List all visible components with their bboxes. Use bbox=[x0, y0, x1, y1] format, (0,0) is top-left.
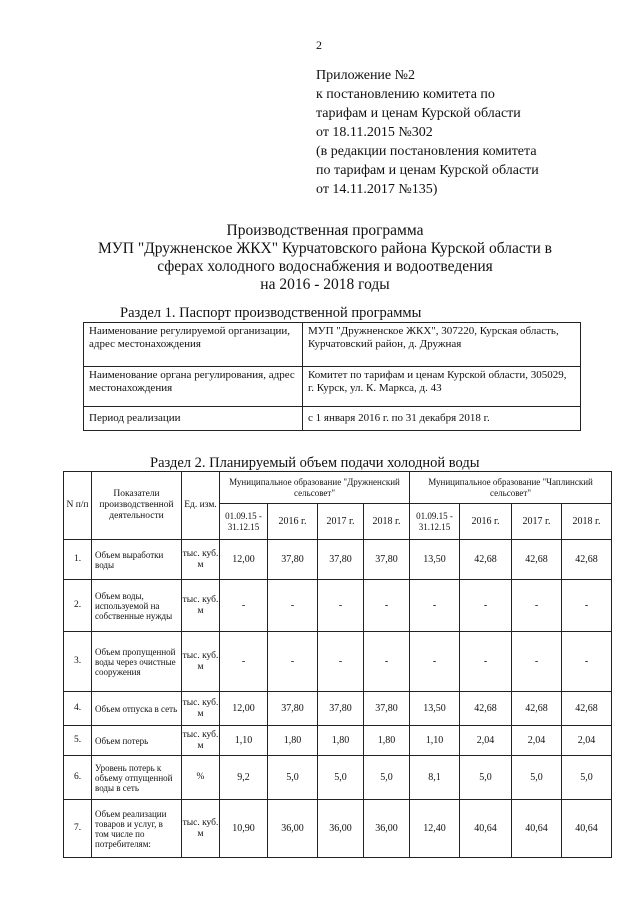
col-header-unit: Ед. изм. bbox=[182, 472, 220, 540]
col-header-indicator: Показатели производственной деятельности bbox=[92, 472, 182, 540]
col-header-period: 2018 г. bbox=[562, 504, 612, 540]
row-value: 1,10 bbox=[410, 726, 460, 756]
row-value: 37,80 bbox=[318, 540, 364, 580]
section2-heading: Раздел 2. Планируемый объем подачи холодной воды bbox=[150, 455, 480, 471]
row-number: 3. bbox=[64, 632, 92, 692]
row-number: 4. bbox=[64, 692, 92, 726]
col-header-period: 2018 г. bbox=[364, 504, 410, 540]
col-header-period: 2016 г. bbox=[268, 504, 318, 540]
appendix-line: Приложение №2 bbox=[316, 68, 415, 83]
row-indicator: Уровень потерь к объему отпущенной воды в сеть bbox=[92, 756, 182, 800]
row-value: 36,00 bbox=[318, 800, 364, 858]
row-indicator: Объем пропущенной воды через очистные сооружения bbox=[92, 632, 182, 692]
passport-label: Наименование органа регулирования, адрес местонахождения bbox=[84, 367, 303, 407]
title-line: МУП "Дружненское ЖКХ" Курчатовского района Курской области в bbox=[98, 240, 552, 257]
row-unit: % bbox=[182, 756, 220, 800]
row-value: - bbox=[562, 580, 612, 632]
col-header-muni-druzhnensky: Муниципальное образование "Дружненский сельсовет" bbox=[220, 472, 410, 504]
row-value: 12,40 bbox=[410, 800, 460, 858]
row-value: - bbox=[512, 632, 562, 692]
row-value: - bbox=[268, 632, 318, 692]
row-value: 12,00 bbox=[220, 692, 268, 726]
row-unit: тыс. куб. м bbox=[182, 632, 220, 692]
row-value: 13,50 bbox=[410, 692, 460, 726]
row-value: - bbox=[220, 580, 268, 632]
row-value: - bbox=[562, 632, 612, 692]
row-number: 6. bbox=[64, 756, 92, 800]
row-value: 1,80 bbox=[364, 726, 410, 756]
table-row bbox=[64, 756, 612, 800]
passport-value: Комитет по тарифам и ценам Курской области, 305029, г. Курск, ул. К. Маркса, д. 43 bbox=[303, 367, 581, 407]
appendix-note bbox=[316, 66, 616, 199]
header-row bbox=[64, 472, 612, 504]
passport-value: с 1 января 2016 г. по 31 декабря 2018 г. bbox=[303, 407, 581, 431]
row-value: 42,68 bbox=[460, 692, 512, 726]
table-row bbox=[64, 580, 612, 632]
row-value: - bbox=[512, 580, 562, 632]
row-value: 37,80 bbox=[268, 692, 318, 726]
row-value: 36,00 bbox=[364, 800, 410, 858]
title-line: сферах холодного водоснабжения и водоотведения bbox=[157, 258, 493, 275]
passport-value: МУП "Дружненское ЖКХ", 307220, Курская область, Курчатовский район, д. Дружная bbox=[303, 323, 581, 367]
row-value: - bbox=[364, 632, 410, 692]
row-value: - bbox=[460, 580, 512, 632]
passport-table bbox=[83, 322, 581, 431]
row-value: 37,80 bbox=[318, 692, 364, 726]
row-value: 13,50 bbox=[410, 540, 460, 580]
passport-label: Период реализации bbox=[84, 407, 303, 431]
row-value: 40,64 bbox=[562, 800, 612, 858]
row-unit: тыс. куб. м bbox=[182, 692, 220, 726]
row-unit: тыс. куб. м bbox=[182, 580, 220, 632]
table-row bbox=[64, 632, 612, 692]
table-body bbox=[64, 540, 612, 858]
row-value: 1,80 bbox=[318, 726, 364, 756]
row-value: 42,68 bbox=[512, 692, 562, 726]
col-header-period: 01.09.15 - 31.12.15 bbox=[410, 504, 460, 540]
row-value: - bbox=[410, 632, 460, 692]
row-value: 2,04 bbox=[512, 726, 562, 756]
page-number: 2 bbox=[316, 38, 322, 52]
row-value: 5,0 bbox=[460, 756, 512, 800]
col-header-period: 01.09.15 - 31.12.15 bbox=[220, 504, 268, 540]
row-value: 42,68 bbox=[562, 540, 612, 580]
row-indicator: Объем воды, используемой на собственные нужды bbox=[92, 580, 182, 632]
row-value: 1,10 bbox=[220, 726, 268, 756]
row-value: 36,00 bbox=[268, 800, 318, 858]
document-title bbox=[60, 222, 590, 294]
row-value: 2,04 bbox=[460, 726, 512, 756]
row-value: 37,80 bbox=[268, 540, 318, 580]
row-value: 40,64 bbox=[512, 800, 562, 858]
appendix-line: от 18.11.2015 №302 bbox=[316, 125, 433, 140]
row-value: - bbox=[410, 580, 460, 632]
appendix-line: (в редакции постановления комитета bbox=[316, 144, 537, 159]
row-number: 7. bbox=[64, 800, 92, 858]
row-number: 1. bbox=[64, 540, 92, 580]
appendix-line: от 14.11.2017 №135) bbox=[316, 182, 438, 197]
row-value: 42,68 bbox=[512, 540, 562, 580]
row-value: 37,80 bbox=[364, 540, 410, 580]
row-value: 10,90 bbox=[220, 800, 268, 858]
row-indicator: Объем потерь bbox=[92, 726, 182, 756]
row-value: 5,0 bbox=[364, 756, 410, 800]
water-volume-table bbox=[63, 471, 612, 858]
row-value: 8,1 bbox=[410, 756, 460, 800]
row-value: 37,80 bbox=[364, 692, 410, 726]
section1-heading: Раздел 1. Паспорт производственной программы bbox=[120, 305, 422, 321]
appendix-line: по тарифам и ценам Курской области bbox=[316, 163, 539, 178]
col-header-muni-chaplinsky: Муниципальное образование "Чаплинский сельсовет" bbox=[410, 472, 612, 504]
row-value: - bbox=[220, 632, 268, 692]
table-row bbox=[64, 692, 612, 726]
row-value: 42,68 bbox=[460, 540, 512, 580]
row-value: 5,0 bbox=[512, 756, 562, 800]
row-unit: тыс. куб. м bbox=[182, 726, 220, 756]
table-row bbox=[64, 726, 612, 756]
row-value: 12,00 bbox=[220, 540, 268, 580]
col-header-num: N п/п bbox=[64, 472, 92, 540]
col-header-period: 2016 г. bbox=[460, 504, 512, 540]
row-value: - bbox=[318, 580, 364, 632]
passport-label: Наименование регулируемой организации, адрес местонахождения bbox=[84, 323, 303, 367]
row-value: 9,2 bbox=[220, 756, 268, 800]
row-value: 2,04 bbox=[562, 726, 612, 756]
row-value: 1,80 bbox=[268, 726, 318, 756]
table-row bbox=[84, 407, 581, 431]
row-value: - bbox=[364, 580, 410, 632]
title-line: Производственная программа bbox=[226, 222, 424, 239]
title-line: на 2016 - 2018 годы bbox=[260, 276, 390, 293]
row-value: 5,0 bbox=[268, 756, 318, 800]
appendix-line: к постановлению комитета по bbox=[316, 87, 495, 102]
col-header-period: 2017 г. bbox=[512, 504, 562, 540]
row-number: 2. bbox=[64, 580, 92, 632]
row-indicator: Объем отпуска в сеть bbox=[92, 692, 182, 726]
row-value: 5,0 bbox=[562, 756, 612, 800]
row-unit: тыс. куб. м bbox=[182, 540, 220, 580]
table-row bbox=[64, 540, 612, 580]
row-value: 42,68 bbox=[562, 692, 612, 726]
row-value: - bbox=[460, 632, 512, 692]
appendix-line: тарифам и ценам Курской области bbox=[316, 106, 521, 121]
row-value: - bbox=[318, 632, 364, 692]
table-row bbox=[64, 800, 612, 858]
table-row bbox=[84, 367, 581, 407]
row-indicator: Объем реализации товаров и услуг, в том числе по потребителям: bbox=[92, 800, 182, 858]
col-header-period: 2017 г. bbox=[318, 504, 364, 540]
table-row bbox=[84, 323, 581, 367]
row-value: 40,64 bbox=[460, 800, 512, 858]
row-value: - bbox=[268, 580, 318, 632]
row-indicator: Объем выработки воды bbox=[92, 540, 182, 580]
row-value: 5,0 bbox=[318, 756, 364, 800]
row-unit: тыс. куб. м bbox=[182, 800, 220, 858]
row-number: 5. bbox=[64, 726, 92, 756]
